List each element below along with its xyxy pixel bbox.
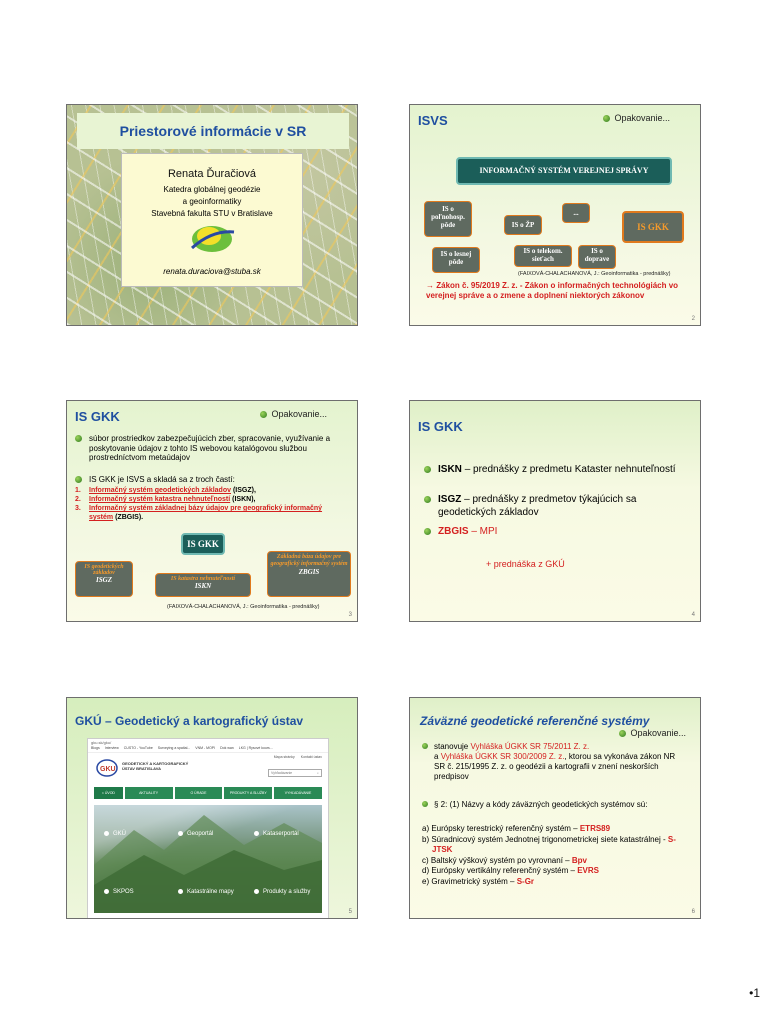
tile-skpos[interactable]: SKPOS — [104, 889, 134, 895]
slide-number: 4 — [691, 612, 695, 618]
site-header — [88, 753, 328, 787]
mountains-image — [94, 805, 322, 913]
author-email[interactable]: renata.duraciova@stuba.sk — [163, 267, 261, 276]
slide-4 — [409, 400, 701, 622]
bullet-icon — [424, 496, 431, 503]
bullet-icon — [422, 743, 428, 749]
site-nav — [88, 787, 328, 799]
box-isgz: IS geodetických základov ISGZ — [75, 561, 133, 597]
system-e: e) Gravimetrický systém – S-Gr — [422, 876, 535, 886]
hero-image — [94, 805, 322, 913]
slide-2-title: ISVS — [418, 113, 448, 128]
system-c: c) Baltský výškový systém po vyrovnaní – Bpv — [422, 855, 587, 865]
slide-2-source: (FAIXOVÁ-CHALACHANOVÁ, J.: Geoinformatika - prednášky) — [518, 271, 671, 277]
slide-3-source: (FAIXOVÁ-CHALACHANOVÁ, J.: Geoinformatika - prednášky) — [167, 604, 320, 610]
arrow-icon: → — [426, 281, 434, 290]
tile-dot-icon — [254, 889, 259, 894]
opakovanie-label: Opakovanie... — [260, 409, 327, 419]
slide-1 — [66, 104, 358, 326]
nav-o-urade[interactable]: O ÚRADE — [175, 787, 223, 799]
slide-3-title: IS GKK — [75, 409, 120, 424]
law-text: → Zákon č. 95/2019 Z. z. - Zákon o informačných technológiách vo verejnej správe a o zmene a doplnení niektorých zákonov — [426, 281, 679, 300]
slide-1-title: Priestorové informácie v SR — [119, 123, 307, 139]
tile-gku[interactable]: GKÚ — [104, 831, 126, 837]
slide-4-title: IS GKK — [418, 419, 463, 434]
bookmarks-bar: Blogs Interview CUSTO - YouTube Surveying a spatial... VNM - MOPI Dok wan LKG | Rysové kours... — [88, 746, 328, 753]
bullet-icon — [260, 411, 267, 418]
section-2-paragraph: § 2: (1) Názvy a kódy záväzných geodetických systémov sú: — [422, 800, 688, 810]
slide-2 — [409, 104, 701, 326]
slide-1-title-bar — [77, 113, 349, 149]
browser-screenshot — [87, 738, 329, 919]
tile-dot-icon — [104, 889, 109, 894]
bullet-icon — [75, 435, 82, 442]
slide-number: 3 — [348, 612, 352, 618]
home-icon: ⌂ — [101, 791, 105, 795]
tile-dot-icon — [178, 831, 183, 836]
slide-number: 2 — [691, 316, 695, 322]
part-item-1: 1. Informačný systém geodetických základov (ISGZ), — [75, 487, 256, 494]
nav-produkty[interactable]: PRODUKTY A SLUŽBY — [224, 787, 272, 799]
tile-katastralne-mapy[interactable]: Katastrálne mapy — [178, 889, 234, 895]
box-is-lesnej: IS o lesnej pôde — [432, 247, 480, 273]
nav-aktuality[interactable]: AKTUALITY — [125, 787, 173, 799]
bullet-icon — [75, 476, 82, 483]
author-card — [121, 153, 303, 287]
bullet-icon — [422, 801, 428, 807]
system-b: b) Súradnicový systém Jednotnej trigonometrickej siete katastrálnej - S-JTSK — [422, 834, 676, 854]
parts-list — [75, 486, 347, 522]
box-zbgis: Základná báza údajov pre geografický informačný systém ZBGIS — [267, 551, 351, 597]
top-links: Mapa stránky Kontakt ústav — [273, 755, 322, 759]
box-is-doprave: IS o doprave — [578, 245, 616, 269]
department-line-2: a geoinformatiky — [182, 197, 242, 206]
box-iskn: IS katastra nehnuteľností ISKN — [155, 573, 251, 597]
box-is-telekom: IS o telekom. sieťach — [514, 245, 572, 267]
browser-url: gku.sk/gku/ — [91, 740, 112, 745]
search-icon[interactable]: ⌕ — [317, 771, 319, 775]
org-name: GEODETICKÝ A KARTOGRAFICKÝ ÚSTAV BRATISLAVA — [122, 761, 189, 771]
part-item-3: 3. Informačný systém základnej bázy údajov pre geografický informačný systém (ZBGIS). — [75, 505, 323, 521]
nav-uvod[interactable]: ⌂ ÚVOD — [94, 787, 123, 799]
slide-3 — [66, 400, 358, 622]
faculty: Stavebná fakulta STU v Bratislave — [151, 209, 273, 218]
tile-geoportal[interactable]: Geoportál — [178, 831, 213, 837]
box-ellipsis: ... — [562, 203, 590, 223]
part-item-2: 2. Informačný systém katastra nehnuteľností (ISKN), — [75, 496, 256, 503]
system-a: a) Európsky terestrický referenčný systém – ETRS89 — [422, 824, 611, 833]
department-line-1: Katedra globálnej geodézie — [163, 185, 261, 194]
bullet-icon — [424, 528, 431, 535]
opakovanie-label: Opakovanie... — [619, 728, 686, 738]
tile-dot-icon — [104, 831, 109, 836]
slide-6-title: Záväzné geodetické referenčné systémy — [420, 714, 650, 728]
slide-6 — [409, 697, 701, 919]
slide-number: 6 — [691, 909, 695, 915]
tile-dot-icon — [254, 831, 259, 836]
site-search-input[interactable]: Vyhľadávanie ⌕ — [268, 769, 322, 777]
opakovanie-label: Opakovanie... — [603, 113, 670, 123]
gku-logo-icon — [96, 759, 118, 777]
system-d: d) Európsky vertikálny referenčný systém – EVRS — [422, 866, 599, 875]
bullet-icon — [603, 115, 610, 122]
slide-number: 5 — [348, 909, 352, 915]
box-is-gkk: IS GKK — [622, 211, 684, 243]
bullet-icon — [424, 466, 431, 473]
tile-produkty[interactable]: Produkty a služby — [254, 889, 310, 895]
reference-systems-list — [422, 824, 692, 887]
author-name: Renata Ďuračiová — [167, 168, 257, 180]
bullet-icon — [619, 730, 626, 737]
isgz-bullet: ISGZ – prednášky z predmetov týkajúcich sa geodetických základov — [424, 493, 686, 519]
slide-5-title: GKÚ – Geodetický a kartografický ústav — [75, 714, 304, 728]
decree-paragraph: stanovuje Vyhláška ÚGKK SR 75/2011 Z. z. a Vyhláška ÚGKK SR 300/2009 Z. z., ktorou sa vykonáva zákon NR SR č. 215/1995 Z. z. o geodézii a kartografii v znení neskorších predpisov — [422, 742, 688, 782]
box-is-zp: IS o ŽP — [504, 215, 542, 235]
slide-5 — [66, 697, 358, 919]
center-gkk-box: IS GKK — [181, 533, 225, 555]
bullet-1: súbor prostriedkov zabezpečujúcich zber, spracovanie, využívanie a poskytovanie údajov z tohto IS webovou katalógovou službou prostredníctvom metaúdajov — [75, 434, 347, 463]
tile-dot-icon — [178, 889, 183, 894]
handout-page-number: •1 — [749, 986, 760, 1000]
gku-lecture-note: + prednáška z GKÚ — [486, 559, 565, 569]
box-is-polnohosp: IS o poľnohosp. pôde — [424, 201, 472, 237]
bullet-2: IS GKK je ISVS a skladá sa z troch častí: — [75, 475, 347, 484]
stu-logo-icon — [188, 222, 236, 256]
zbgis-bullet: ZBGIS – MPI — [424, 525, 686, 538]
iskn-bullet: ISKN – prednášky z predmetu Kataster nehnuteľností — [424, 463, 686, 476]
nav-vyhladavanie[interactable]: VYHĽADÁVANIE — [274, 787, 322, 799]
svg-text:GKU: GKU — [100, 766, 116, 773]
isvs-main-box: INFORMAČNÝ SYSTÉM VEREJNEJ SPRÁVY — [456, 157, 672, 185]
tile-kataserportal[interactable]: Kataserportál — [254, 831, 299, 837]
